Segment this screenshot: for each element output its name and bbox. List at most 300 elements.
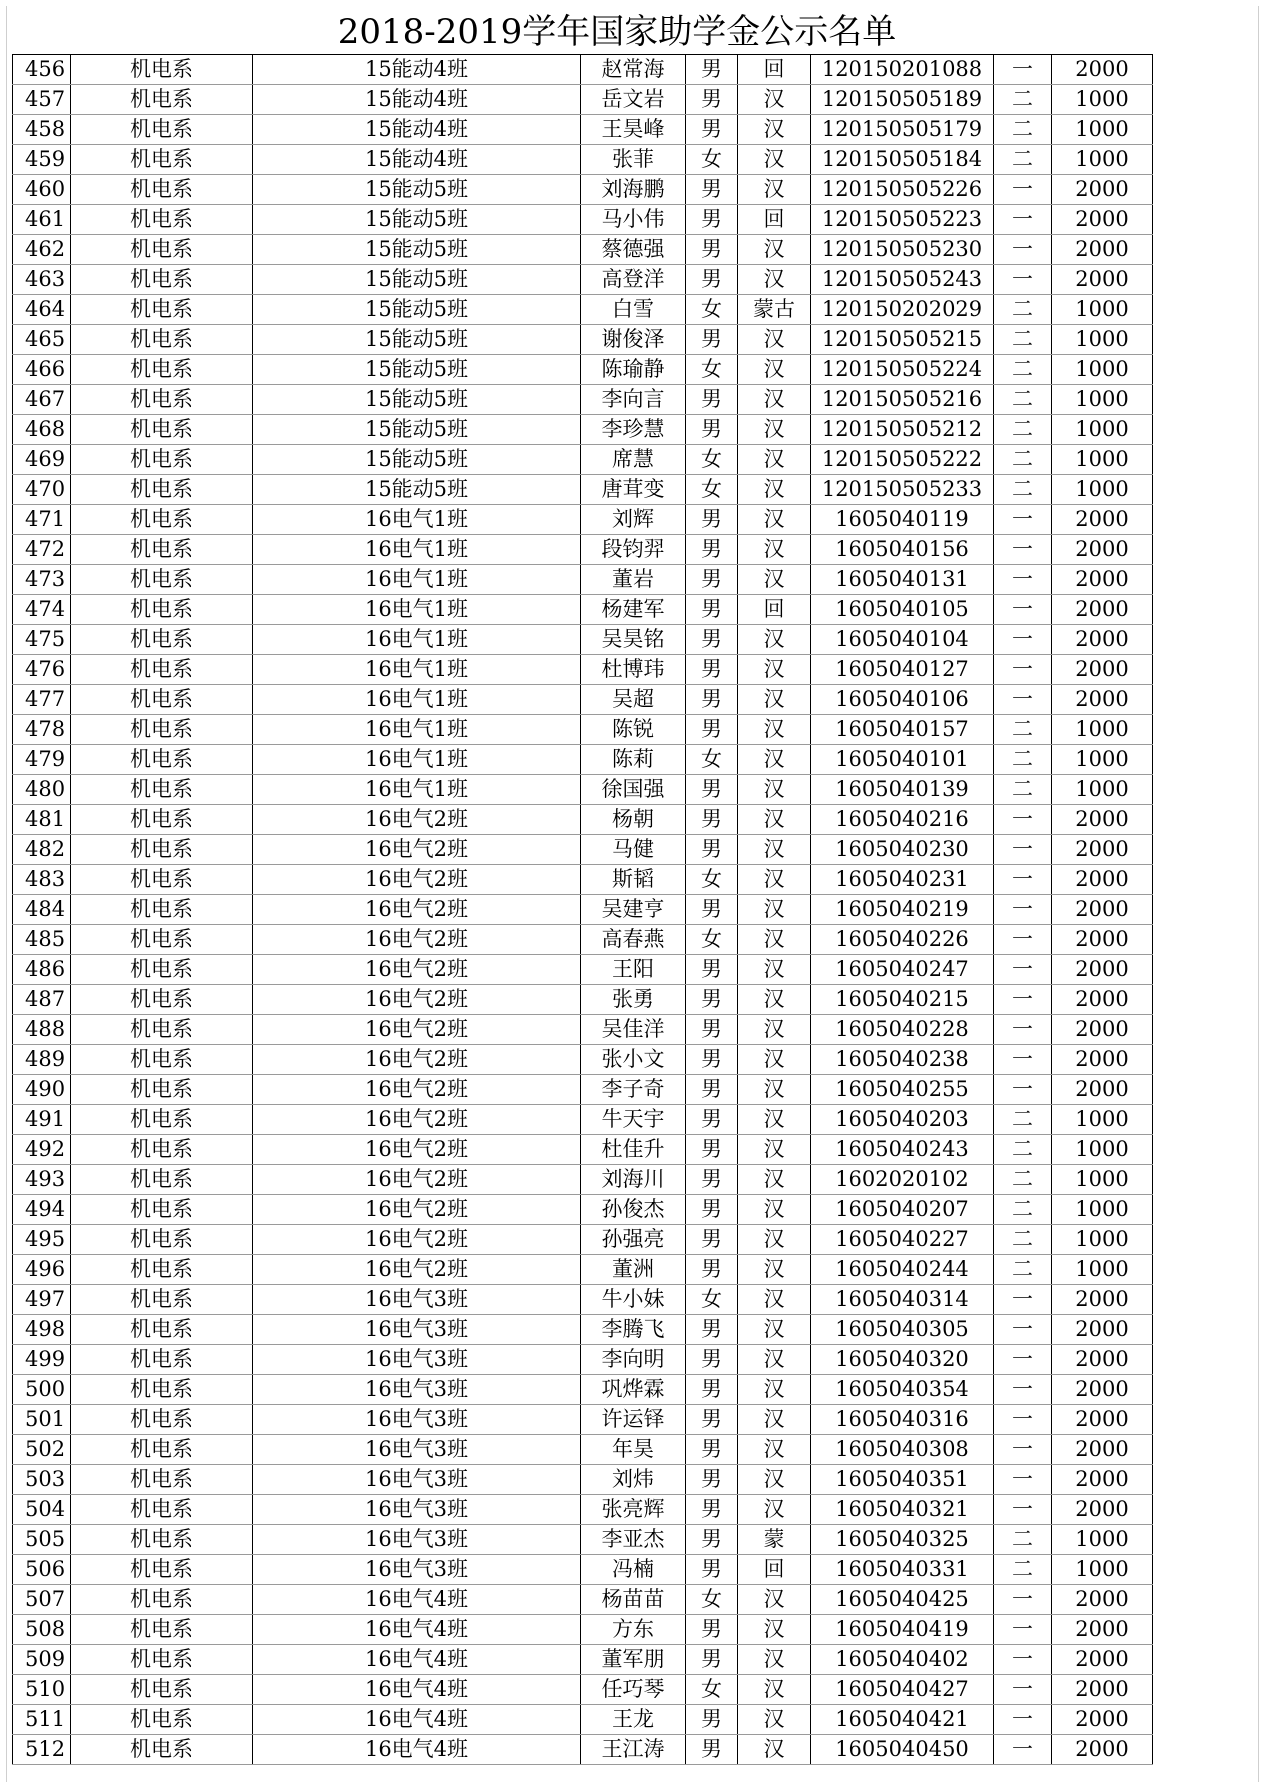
class-name-cell: 16电气4班: [253, 1645, 581, 1675]
row-number-cell: 462: [13, 235, 71, 265]
ethnicity-cell: 汉: [738, 115, 811, 145]
row-number-cell: 505: [13, 1525, 71, 1555]
ethnicity-cell: 汉: [738, 1675, 811, 1705]
grant-level-cell: 一: [994, 1495, 1052, 1525]
ethnicity-cell: 回: [738, 205, 811, 235]
grant-level-cell: 一: [994, 1015, 1052, 1045]
department-cell: 机电系: [71, 1615, 253, 1645]
ethnicity-cell: 汉: [738, 1705, 811, 1735]
class-name-cell: 16电气4班: [253, 1735, 581, 1765]
student-name-cell: 杨建军: [581, 595, 686, 625]
row-number-cell: 472: [13, 535, 71, 565]
row-number-cell: 487: [13, 985, 71, 1015]
department-cell: 机电系: [71, 1585, 253, 1615]
gender-cell: 男: [686, 115, 738, 145]
table-row: [13, 1705, 1153, 1735]
class-name-cell: 15能动5班: [253, 295, 581, 325]
grant-level-cell: 一: [994, 1705, 1052, 1735]
class-name-cell: 16电气2班: [253, 895, 581, 925]
ethnicity-cell: 汉: [738, 1495, 811, 1525]
student-name-cell: 杨苗苗: [581, 1585, 686, 1615]
row-number-cell: 485: [13, 925, 71, 955]
table-row: [13, 1435, 1153, 1465]
grant-level-cell: 一: [994, 175, 1052, 205]
department-cell: 机电系: [71, 625, 253, 655]
gender-cell: 女: [686, 1675, 738, 1705]
student-name-cell: 高春燕: [581, 925, 686, 955]
grant-amount-cell: 2000: [1052, 1045, 1153, 1075]
class-name-cell: 16电气2班: [253, 1135, 581, 1165]
department-cell: 机电系: [71, 775, 253, 805]
class-name-cell: 15能动5班: [253, 445, 581, 475]
class-name-cell: 16电气1班: [253, 595, 581, 625]
row-number-cell: 498: [13, 1315, 71, 1345]
student-name-cell: 吴建亨: [581, 895, 686, 925]
row-number-cell: 511: [13, 1705, 71, 1735]
grant-level-cell: 一: [994, 1075, 1052, 1105]
page-edge-right: [1258, 6, 1259, 1782]
table-row: [13, 1375, 1153, 1405]
row-number-cell: 482: [13, 835, 71, 865]
table-row: [13, 355, 1153, 385]
row-number-cell: 489: [13, 1045, 71, 1075]
row-number-cell: 459: [13, 145, 71, 175]
row-number-cell: 501: [13, 1405, 71, 1435]
department-cell: 机电系: [71, 1525, 253, 1555]
ethnicity-cell: 汉: [738, 805, 811, 835]
row-number-cell: 508: [13, 1615, 71, 1645]
class-name-cell: 15能动5班: [253, 355, 581, 385]
ethnicity-cell: 汉: [738, 445, 811, 475]
grant-level-cell: 二: [994, 745, 1052, 775]
class-name-cell: 16电气2班: [253, 985, 581, 1015]
student-name-cell: 张亮辉: [581, 1495, 686, 1525]
table-row: [13, 1135, 1153, 1165]
grant-amount-cell: 1000: [1052, 1135, 1153, 1165]
class-name-cell: 16电气2班: [253, 955, 581, 985]
student-name-cell: 杜博玮: [581, 655, 686, 685]
gender-cell: 男: [686, 1525, 738, 1555]
row-number-cell: 456: [13, 55, 71, 85]
ethnicity-cell: 汉: [738, 235, 811, 265]
table-row: [13, 595, 1153, 625]
department-cell: 机电系: [71, 595, 253, 625]
department-cell: 机电系: [71, 1405, 253, 1435]
student-id-cell: 1605040331: [811, 1555, 994, 1585]
class-name-cell: 15能动5班: [253, 265, 581, 295]
ethnicity-cell: 汉: [738, 1585, 811, 1615]
row-number-cell: 471: [13, 505, 71, 535]
table-row: [13, 1465, 1153, 1495]
gender-cell: 男: [686, 1735, 738, 1765]
table-row: [13, 895, 1153, 925]
ethnicity-cell: 回: [738, 595, 811, 625]
department-cell: 机电系: [71, 1285, 253, 1315]
ethnicity-cell: 汉: [738, 85, 811, 115]
department-cell: 机电系: [71, 1105, 253, 1135]
gender-cell: 男: [686, 1345, 738, 1375]
table-row: [13, 745, 1153, 775]
class-name-cell: 16电气3班: [253, 1315, 581, 1345]
gender-cell: 男: [686, 775, 738, 805]
table-row: [13, 1255, 1153, 1285]
grant-amount-cell: 1000: [1052, 1525, 1153, 1555]
gender-cell: 男: [686, 625, 738, 655]
ethnicity-cell: 汉: [738, 865, 811, 895]
student-name-cell: 董岩: [581, 565, 686, 595]
class-name-cell: 16电气4班: [253, 1585, 581, 1615]
student-id-cell: 1605040320: [811, 1345, 994, 1375]
grant-level-cell: 一: [994, 55, 1052, 85]
grant-level-cell: 二: [994, 445, 1052, 475]
student-id-cell: 1605040402: [811, 1645, 994, 1675]
class-name-cell: 16电气2班: [253, 835, 581, 865]
row-number-cell: 502: [13, 1435, 71, 1465]
department-cell: 机电系: [71, 1675, 253, 1705]
student-name-cell: 许运铎: [581, 1405, 686, 1435]
student-id-cell: 1605040131: [811, 565, 994, 595]
grant-amount-cell: 2000: [1052, 1375, 1153, 1405]
class-name-cell: 16电气1班: [253, 745, 581, 775]
class-name-cell: 16电气4班: [253, 1705, 581, 1735]
student-name-cell: 李向明: [581, 1345, 686, 1375]
department-cell: 机电系: [71, 1015, 253, 1045]
grant-amount-cell: 2000: [1052, 505, 1153, 535]
table-row: [13, 835, 1153, 865]
department-cell: 机电系: [71, 415, 253, 445]
grant-level-cell: 二: [994, 475, 1052, 505]
grant-level-cell: 一: [994, 1435, 1052, 1465]
gender-cell: 男: [686, 1495, 738, 1525]
gender-cell: 女: [686, 295, 738, 325]
class-name-cell: 16电气2班: [253, 805, 581, 835]
grant-amount-cell: 1000: [1052, 1105, 1153, 1135]
gender-cell: 男: [686, 85, 738, 115]
department-cell: 机电系: [71, 385, 253, 415]
grant-amount-cell: 1000: [1052, 115, 1153, 145]
table-row: [13, 55, 1153, 85]
ethnicity-cell: 汉: [738, 1435, 811, 1465]
student-name-cell: 陈瑜静: [581, 355, 686, 385]
ethnicity-cell: 汉: [738, 715, 811, 745]
grant-level-cell: 二: [994, 1255, 1052, 1285]
student-id-cell: 120150505212: [811, 415, 994, 445]
student-name-cell: 吴佳洋: [581, 1015, 686, 1045]
row-number-cell: 477: [13, 685, 71, 715]
class-name-cell: 15能动5班: [253, 235, 581, 265]
grant-amount-cell: 2000: [1052, 805, 1153, 835]
grant-level-cell: 二: [994, 295, 1052, 325]
department-cell: 机电系: [71, 1645, 253, 1675]
student-name-cell: 王江涛: [581, 1735, 686, 1765]
table-row: [13, 1555, 1153, 1585]
row-number-cell: 495: [13, 1225, 71, 1255]
student-id-cell: 1605040450: [811, 1735, 994, 1765]
department-cell: 机电系: [71, 805, 253, 835]
class-name-cell: 16电气4班: [253, 1615, 581, 1645]
student-name-cell: 牛小妹: [581, 1285, 686, 1315]
grant-level-cell: 一: [994, 1735, 1052, 1765]
class-name-cell: 15能动5班: [253, 175, 581, 205]
grant-amount-cell: 2000: [1052, 1285, 1153, 1315]
table-row: [13, 1165, 1153, 1195]
student-id-cell: 1605040207: [811, 1195, 994, 1225]
student-name-cell: 徐国强: [581, 775, 686, 805]
grant-level-cell: 一: [994, 1045, 1052, 1075]
table-row: [13, 685, 1153, 715]
student-name-cell: 李子奇: [581, 1075, 686, 1105]
class-name-cell: 16电气3班: [253, 1285, 581, 1315]
grant-level-cell: 一: [994, 925, 1052, 955]
gender-cell: 男: [686, 1315, 738, 1345]
student-name-cell: 王昊峰: [581, 115, 686, 145]
grant-level-cell: 一: [994, 1675, 1052, 1705]
student-id-cell: 1605040231: [811, 865, 994, 895]
class-name-cell: 16电气1班: [253, 625, 581, 655]
table-row: [13, 865, 1153, 895]
row-number-cell: 476: [13, 655, 71, 685]
grant-level-cell: 一: [994, 865, 1052, 895]
table-row: [13, 1195, 1153, 1225]
grant-amount-cell: 2000: [1052, 1675, 1153, 1705]
table-row: [13, 565, 1153, 595]
grant-amount-cell: 2000: [1052, 1615, 1153, 1645]
student-name-cell: 段钧羿: [581, 535, 686, 565]
table-row: [13, 1105, 1153, 1135]
row-number-cell: 500: [13, 1375, 71, 1405]
student-name-cell: 刘海鹏: [581, 175, 686, 205]
ethnicity-cell: 汉: [738, 265, 811, 295]
student-id-cell: 120150505233: [811, 475, 994, 505]
class-name-cell: 15能动4班: [253, 115, 581, 145]
grant-level-cell: 一: [994, 895, 1052, 925]
department-cell: 机电系: [71, 745, 253, 775]
grant-amount-cell: 2000: [1052, 235, 1153, 265]
table-row: [13, 265, 1153, 295]
gender-cell: 男: [686, 1135, 738, 1165]
ethnicity-cell: 汉: [738, 1735, 811, 1765]
student-id-cell: 120150505179: [811, 115, 994, 145]
row-number-cell: 491: [13, 1105, 71, 1135]
ethnicity-cell: 汉: [738, 1405, 811, 1435]
gender-cell: 女: [686, 145, 738, 175]
grant-level-cell: 一: [994, 1405, 1052, 1435]
class-name-cell: 16电气3班: [253, 1375, 581, 1405]
ethnicity-cell: 汉: [738, 745, 811, 775]
student-id-cell: 120150505223: [811, 205, 994, 235]
grant-level-cell: 二: [994, 85, 1052, 115]
ethnicity-cell: 汉: [738, 655, 811, 685]
gender-cell: 男: [686, 955, 738, 985]
class-name-cell: 16电气2班: [253, 1195, 581, 1225]
class-name-cell: 15能动5班: [253, 475, 581, 505]
table-row: [13, 1075, 1153, 1105]
class-name-cell: 16电气1班: [253, 505, 581, 535]
row-number-cell: 479: [13, 745, 71, 775]
grant-amount-cell: 2000: [1052, 1495, 1153, 1525]
student-id-cell: 120150505222: [811, 445, 994, 475]
ethnicity-cell: 蒙: [738, 1525, 811, 1555]
ethnicity-cell: 汉: [738, 775, 811, 805]
grant-level-cell: 二: [994, 1165, 1052, 1195]
grant-level-cell: 一: [994, 805, 1052, 835]
row-number-cell: 480: [13, 775, 71, 805]
grant-amount-cell: 1000: [1052, 445, 1153, 475]
department-cell: 机电系: [71, 325, 253, 355]
row-number-cell: 484: [13, 895, 71, 925]
ethnicity-cell: 汉: [738, 1345, 811, 1375]
student-name-cell: 刘炜: [581, 1465, 686, 1495]
ethnicity-cell: 汉: [738, 145, 811, 175]
grant-amount-cell: 1000: [1052, 475, 1153, 505]
ethnicity-cell: 汉: [738, 505, 811, 535]
row-number-cell: 468: [13, 415, 71, 445]
table-row: [13, 925, 1153, 955]
grant-amount-cell: 2000: [1052, 205, 1153, 235]
row-number-cell: 496: [13, 1255, 71, 1285]
student-id-cell: 1605040305: [811, 1315, 994, 1345]
row-number-cell: 497: [13, 1285, 71, 1315]
gender-cell: 女: [686, 1285, 738, 1315]
ethnicity-cell: 汉: [738, 985, 811, 1015]
table-row: [13, 325, 1153, 355]
row-number-cell: 512: [13, 1735, 71, 1765]
student-name-cell: 刘辉: [581, 505, 686, 535]
gender-cell: 男: [686, 415, 738, 445]
grant-amount-cell: 1000: [1052, 385, 1153, 415]
ethnicity-cell: 汉: [738, 385, 811, 415]
grant-level-cell: 二: [994, 1525, 1052, 1555]
grant-amount-cell: 2000: [1052, 175, 1153, 205]
row-number-cell: 509: [13, 1645, 71, 1675]
student-name-cell: 牛天宇: [581, 1105, 686, 1135]
student-id-cell: 1602020102: [811, 1165, 994, 1195]
row-number-cell: 481: [13, 805, 71, 835]
department-cell: 机电系: [71, 265, 253, 295]
department-cell: 机电系: [71, 865, 253, 895]
class-name-cell: 16电气2班: [253, 925, 581, 955]
gender-cell: 男: [686, 1705, 738, 1735]
gender-cell: 男: [686, 1375, 738, 1405]
grant-level-cell: 二: [994, 385, 1052, 415]
student-id-cell: 1605040228: [811, 1015, 994, 1045]
grant-level-cell: 二: [994, 355, 1052, 385]
department-cell: 机电系: [71, 295, 253, 325]
gender-cell: 男: [686, 1435, 738, 1465]
student-id-cell: 1605040203: [811, 1105, 994, 1135]
row-number-cell: 503: [13, 1465, 71, 1495]
student-id-cell: 1605040101: [811, 745, 994, 775]
ethnicity-cell: 汉: [738, 325, 811, 355]
grant-level-cell: 一: [994, 235, 1052, 265]
grant-amount-cell: 1000: [1052, 775, 1153, 805]
department-cell: 机电系: [71, 505, 253, 535]
department-cell: 机电系: [71, 835, 253, 865]
class-name-cell: 16电气2班: [253, 1015, 581, 1045]
grant-level-cell: 二: [994, 775, 1052, 805]
table-row: [13, 1315, 1153, 1345]
gender-cell: 女: [686, 355, 738, 385]
gender-cell: 男: [686, 1045, 738, 1075]
grant-level-cell: 二: [994, 115, 1052, 145]
grant-level-cell: 一: [994, 595, 1052, 625]
department-cell: 机电系: [71, 1345, 253, 1375]
gender-cell: 男: [686, 55, 738, 85]
gender-cell: 男: [686, 1075, 738, 1105]
gender-cell: 男: [686, 1225, 738, 1255]
department-cell: 机电系: [71, 895, 253, 925]
gender-cell: 男: [686, 895, 738, 925]
student-id-cell: 1605040157: [811, 715, 994, 745]
grant-amount-cell: 2000: [1052, 865, 1153, 895]
grant-level-cell: 一: [994, 1645, 1052, 1675]
gender-cell: 男: [686, 205, 738, 235]
student-id-cell: 1605040156: [811, 535, 994, 565]
department-cell: 机电系: [71, 205, 253, 235]
gender-cell: 女: [686, 445, 738, 475]
page-title: 2018-2019学年国家助学金公示名单: [337, 12, 897, 52]
student-id-cell: 1605040247: [811, 955, 994, 985]
gender-cell: 男: [686, 565, 738, 595]
student-name-cell: 谢俊泽: [581, 325, 686, 355]
student-id-cell: 1605040106: [811, 685, 994, 715]
grant-amount-cell: 2000: [1052, 1705, 1153, 1735]
table-row: [13, 85, 1153, 115]
table-row: [13, 1405, 1153, 1435]
department-cell: 机电系: [71, 715, 253, 745]
student-name-cell: 高登洋: [581, 265, 686, 295]
student-id-cell: 120150505230: [811, 235, 994, 265]
grant-amount-cell: 1000: [1052, 745, 1153, 775]
table-row: [13, 955, 1153, 985]
grant-level-cell: 一: [994, 265, 1052, 295]
gender-cell: 女: [686, 475, 738, 505]
ethnicity-cell: 汉: [738, 1255, 811, 1285]
grant-level-cell: 一: [994, 685, 1052, 715]
student-id-cell: 1605040425: [811, 1585, 994, 1615]
ethnicity-cell: 汉: [738, 355, 811, 385]
gender-cell: 女: [686, 925, 738, 955]
class-name-cell: 16电气3班: [253, 1495, 581, 1525]
student-id-cell: 1605040351: [811, 1465, 994, 1495]
row-number-cell: 493: [13, 1165, 71, 1195]
grant-amount-cell: 1000: [1052, 715, 1153, 745]
grant-level-cell: 一: [994, 625, 1052, 655]
ethnicity-cell: 汉: [738, 1315, 811, 1345]
department-cell: 机电系: [71, 955, 253, 985]
student-name-cell: 斯韬: [581, 865, 686, 895]
student-name-cell: 马健: [581, 835, 686, 865]
table-row: [13, 115, 1153, 145]
gender-cell: 男: [686, 1405, 738, 1435]
department-cell: 机电系: [71, 1465, 253, 1495]
student-id-cell: 1605040354: [811, 1375, 994, 1405]
department-cell: 机电系: [71, 235, 253, 265]
row-number-cell: 470: [13, 475, 71, 505]
class-name-cell: 16电气2班: [253, 1105, 581, 1135]
student-name-cell: 方东: [581, 1615, 686, 1645]
grant-level-cell: 一: [994, 655, 1052, 685]
student-id-cell: 1605040421: [811, 1705, 994, 1735]
student-name-cell: 李腾飞: [581, 1315, 686, 1345]
grant-amount-cell: 2000: [1052, 1435, 1153, 1465]
row-number-cell: 490: [13, 1075, 71, 1105]
department-cell: 机电系: [71, 985, 253, 1015]
gender-cell: 男: [686, 325, 738, 355]
grant-level-cell: 一: [994, 955, 1052, 985]
grant-level-cell: 一: [994, 1345, 1052, 1375]
department-cell: 机电系: [71, 1075, 253, 1105]
